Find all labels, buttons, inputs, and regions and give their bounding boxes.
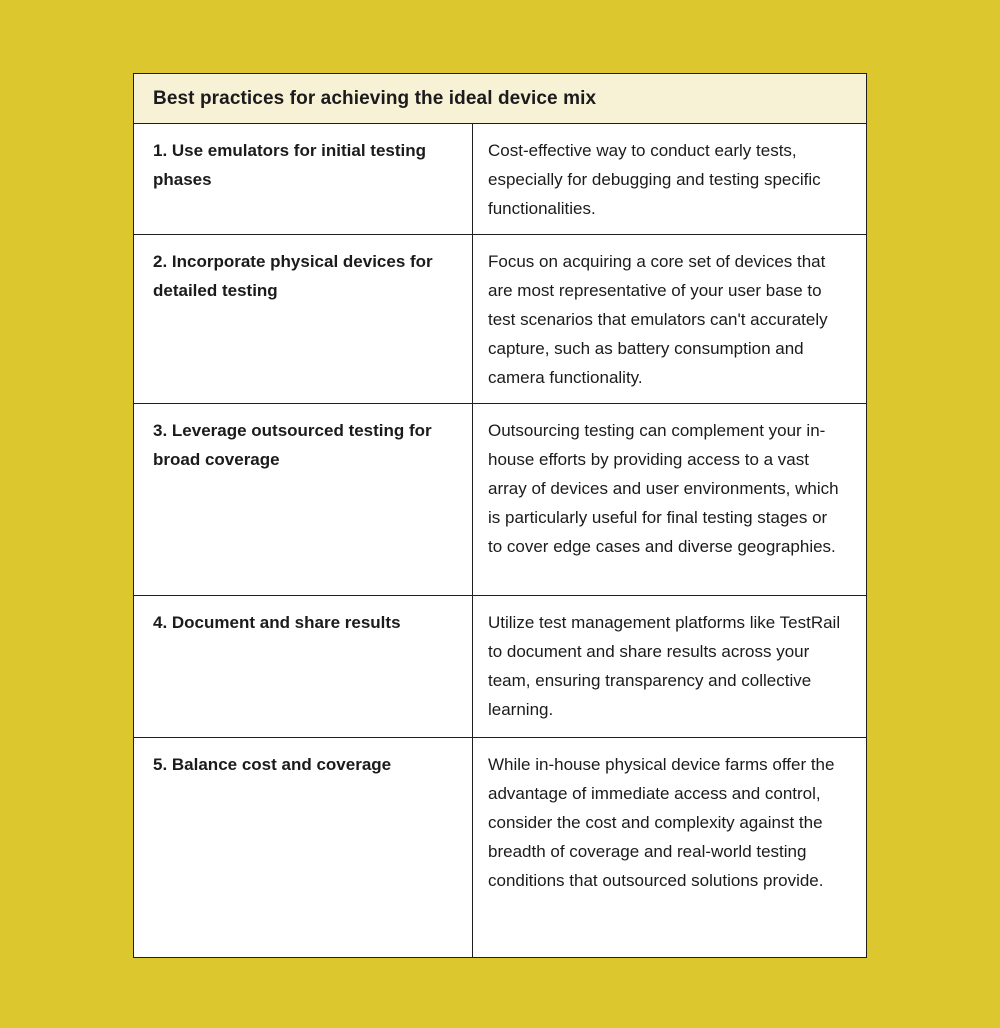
best-practices-table: [133, 73, 867, 958]
practice-cell: 5. Balance cost and coverage: [153, 754, 392, 774]
description-cell: Utilize test management platforms like TestRail to document and share results across your team, ensuring transparency and collective learning.: [472, 596, 866, 737]
practice-cell: 2. Incorporate physical devices for detailed testing: [153, 251, 433, 300]
description-cell: Cost-effective way to conduct early tests, especially for debugging and testing specific functionalities.: [472, 124, 866, 234]
practice-cell: 4. Document and share results: [153, 612, 401, 632]
description-cell: While in-house physical device farms offer the advantage of immediate access and control, consider the cost and complexity against the breadth of coverage and real-world testing conditions that outsourced solutions provide.: [472, 738, 866, 957]
table-body: [134, 124, 866, 957]
table-row: [134, 404, 866, 596]
table-row: [134, 235, 866, 404]
table-row: [134, 738, 866, 957]
practice-cell: 3. Leverage outsourced testing for broad coverage: [153, 420, 432, 469]
description-cell: Outsourcing testing can complement your in-house efforts by providing access to a vast array of devices and user environments, which is particularly useful for final testing stages or to cover edge cases and diverse geographies.: [472, 404, 866, 595]
description-cell: Focus on acquiring a core set of devices that are most representative of your user base to test scenarios that emulators can't accurately capture, such as battery consumption and camera functionality.: [472, 235, 866, 403]
table-row: [134, 596, 866, 738]
practice-cell: 1. Use emulators for initial testing phases: [153, 141, 427, 190]
table-row: [134, 124, 866, 235]
table-title: Best practices for achieving the ideal device mix: [134, 74, 866, 124]
